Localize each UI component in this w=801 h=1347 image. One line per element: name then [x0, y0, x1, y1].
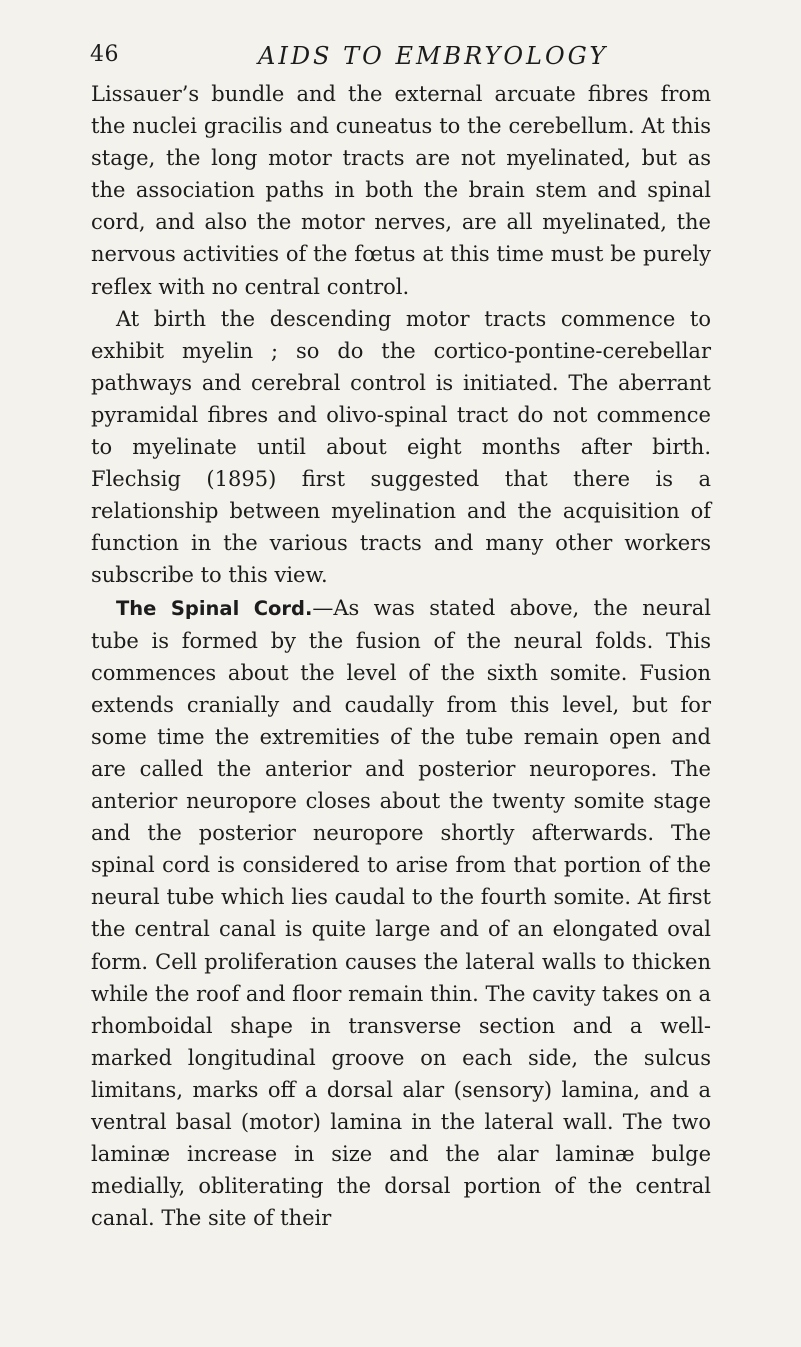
page-number: 46 [90, 42, 119, 67]
running-head [90, 42, 710, 78]
paragraph-spinal-cord [91, 592, 711, 1235]
paragraph-birth-myelination: At birth the descending motor tracts commence to exhibit myelin ; so do the cortico-pontine-cerebellar pathways and cerebral control is initiated. The aberrant pyramidal fibres and olivo-spinal tract do not commence to myelinate until about eight months after birth. Flechsig (1895) first suggested that there is a relationship between myelination and the acquisition of function in the various tracts and many other workers subscribe to this view. [91, 306, 711, 588]
paragraph-continuation: Lissauer’s bundle and the external arcuate fibres from the nuclei gracilis and cuneatus to the cerebellum. At this stage, the long motor tracts are not myelinated, but as the association paths in both the brain stem and spinal cord, and also the motor nerves, are all myelinated, the nervous activities of the fœtus at this time must be purely reflex with no central control. [91, 82, 711, 299]
section-heading-spinal-cord: The Spinal Cord. [116, 596, 313, 620]
body-text [91, 78, 711, 1234]
book-title: AIDS TO EMBRYOLOGY [258, 42, 609, 70]
paragraph-spinal-cord-text: —As was stated above, the neural tube is formed by the fusion of the neural folds. This commences about the level of the sixth somite. Fusion extends cranially and caudally from this level, but for some time the extremities of the tube remain open and are called the anterior and posterior neuropores. The anterior neuropore closes about the twenty somite stage and the posterior neuropore shortly afterwards. The spinal cord is considered to arise from that portion of the neural tube which lies caudal to the fourth somite. At first the central canal is quite large and of an elongated oval form. Cell proliferation causes the lateral walls to thicken while the roof and floor remain thin. The cavity takes on a rhomboidal shape in transverse section and a well-marked longitudinal groove on each side, the sulcus limitans, marks off a dorsal alar (sensory) lamina, and a ventral basal (motor) lamina in the lateral wall. The two laminæ increase in size and the alar laminæ bulge medially, obliterating the dorsal portion of the central canal. The site of their [91, 595, 711, 1231]
